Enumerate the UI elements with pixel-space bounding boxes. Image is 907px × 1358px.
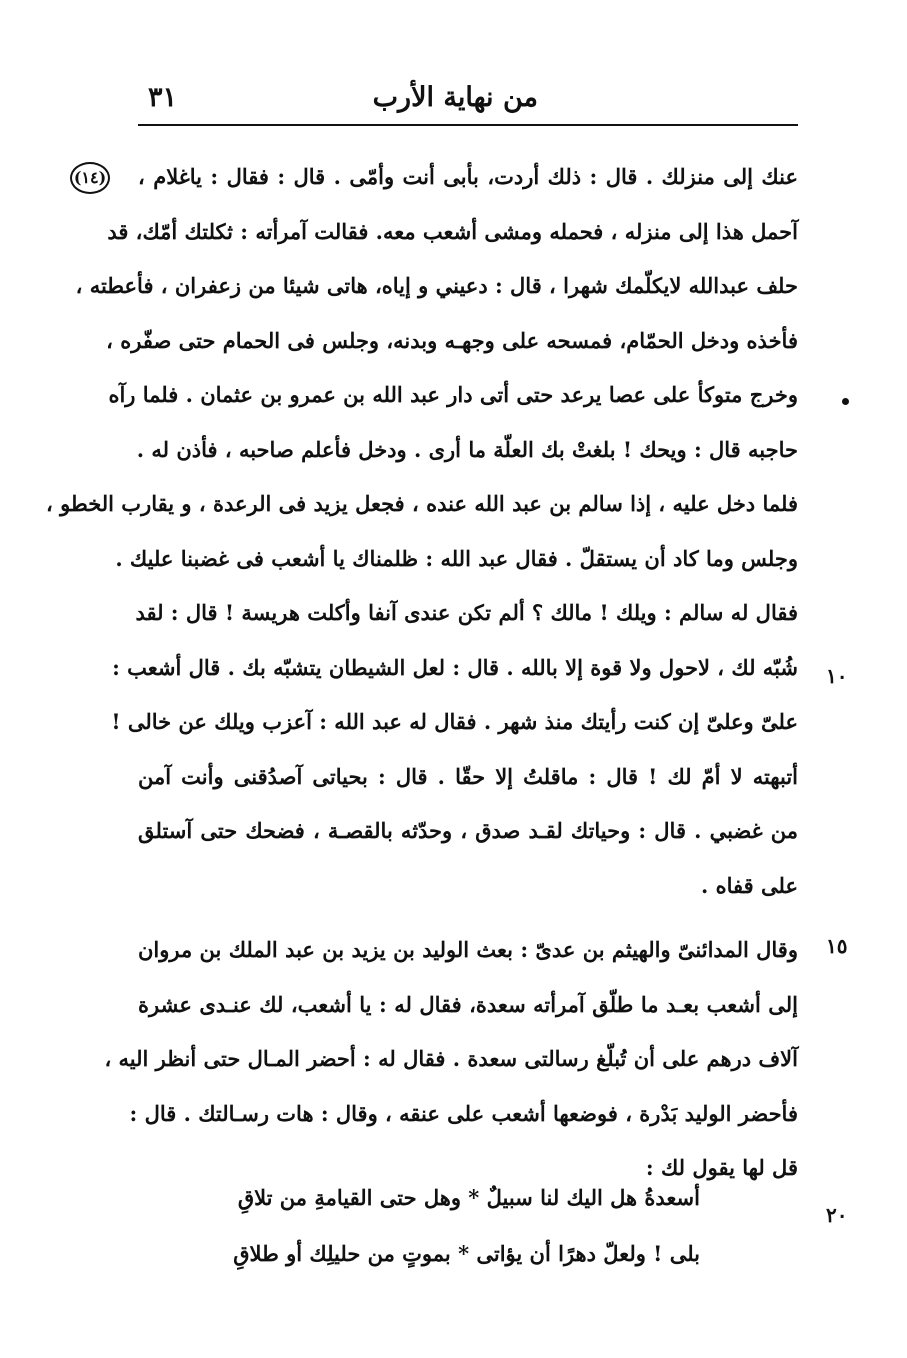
text-line: شُبّه لك ، لاحول ولا قوة إلا بالله . قال : لعل الشيطان يتشبّه بك . قال أشعب : bbox=[112, 654, 798, 680]
poem-verses bbox=[220, 1170, 700, 1282]
section-marker: (١٤) bbox=[70, 162, 110, 194]
header-rule bbox=[138, 124, 798, 126]
text-line: فقال له سالم : ويلك ! مالك ؟ ألم تكن عندى آنفا وأكلت هريسة ! قال : لقد bbox=[135, 600, 798, 625]
text-line: حاجبه قال : ويحك ! بلغتْ بك العلّة ما أرى . ودخل فأعلم صاحبه ، فأذن له . bbox=[136, 436, 798, 462]
margin-dot bbox=[842, 398, 849, 405]
text-line: أتبهته لا أمّ لك ! قال : ماقلتُ إلا حقّا . قال : بحياتى آصدُقنى وأنت آمن bbox=[138, 763, 798, 789]
text-line: حلف عبدالله لايكلّمك شهرا ، قال : دعيني و إياه، هاتى شيئا من زعفران ، فأعطته ، bbox=[75, 273, 798, 298]
text-line: علىّ وعلىّ إن كنت رأيتك منذ شهر . فقال له عبد الله : آعزب ويلك عن خالى ! bbox=[111, 709, 798, 734]
text-line: وقال المدائنىّ والهيثم بن عدىّ : بعث الوليد بن يزيد بن عبد الملك بن مروان bbox=[138, 937, 798, 962]
text-line: فأحضر الوليد بَدْرة ، فوضعها أشعب على عنقه ، وقال : هات رسـالتك . قال : bbox=[129, 1100, 798, 1126]
text-line: إلى أشعب بعـد ما طلّق آمرأته سعدة، فقال له : يا أشعب، لك عنـدى عشرة bbox=[138, 991, 798, 1017]
page-number: ٣١ bbox=[148, 82, 178, 113]
line-number-20: ٢٠ bbox=[826, 1203, 848, 1227]
line-number-15: ١٥ bbox=[826, 934, 848, 958]
text-line: من غضبي . قال : وحياتك لقـد صدق ، وحدّثه بالقصـة ، فضحك حتى آستلق bbox=[138, 818, 798, 843]
verse-line: أسعدةُ هل اليك لنا سبيلٌ * وهل حتى القيامةِ من تلاقِ bbox=[237, 1185, 700, 1210]
text-line: وجلس وما كاد أن يستقلّ . فقال عبد الله : ظلمناك يا أشعب فى غضبنا عليك . bbox=[115, 545, 798, 571]
text-line: عنك إلى منزلك . قال : ذلك أردت، بأبى أنت وأمّى . قال : فقال : ياغلام ، bbox=[138, 164, 798, 189]
line-number-10: ١٠ bbox=[826, 664, 848, 688]
text-line: على قفاه . bbox=[701, 872, 798, 898]
text-line: آلاف درهم على أن تُبلّغ رسالتى سعدة . فقال له : أحضر المـال حتى أنظر اليه ، bbox=[104, 1046, 798, 1071]
text-line: وخرج متوكأ على عصا يرعد حتى أتى دار عبد الله بن عمرو بن عثمان . فلما رآه bbox=[108, 382, 798, 407]
text-line: آحمل هذا إلى منزله ، فحمله ومشى أشعب معه. فقالت آمرأته : ثكلتك أمّك، قد bbox=[107, 218, 798, 244]
running-head bbox=[138, 82, 798, 122]
verse-line: بلى ! ولعلّ دهرًا أن يؤاتى * بموتٍ من حليلِك أو طلاقِ bbox=[233, 1241, 700, 1266]
paragraph-gap bbox=[138, 913, 798, 923]
running-title: من نهاية الأرب bbox=[372, 82, 538, 113]
text-line: قل لها يقول لك : bbox=[645, 1155, 798, 1180]
text-line: فأخذه ودخل الحمّام، فمسحه على وجهـه وبدنه، وجلس فى الحمام حتى صفّره ، bbox=[106, 327, 798, 353]
text-line: فلما دخل عليه ، إذا سالم بن عبد الله عنده ، فجعل يزيد فى الرعدة ، و يقارب الخطو ، bbox=[46, 491, 798, 516]
